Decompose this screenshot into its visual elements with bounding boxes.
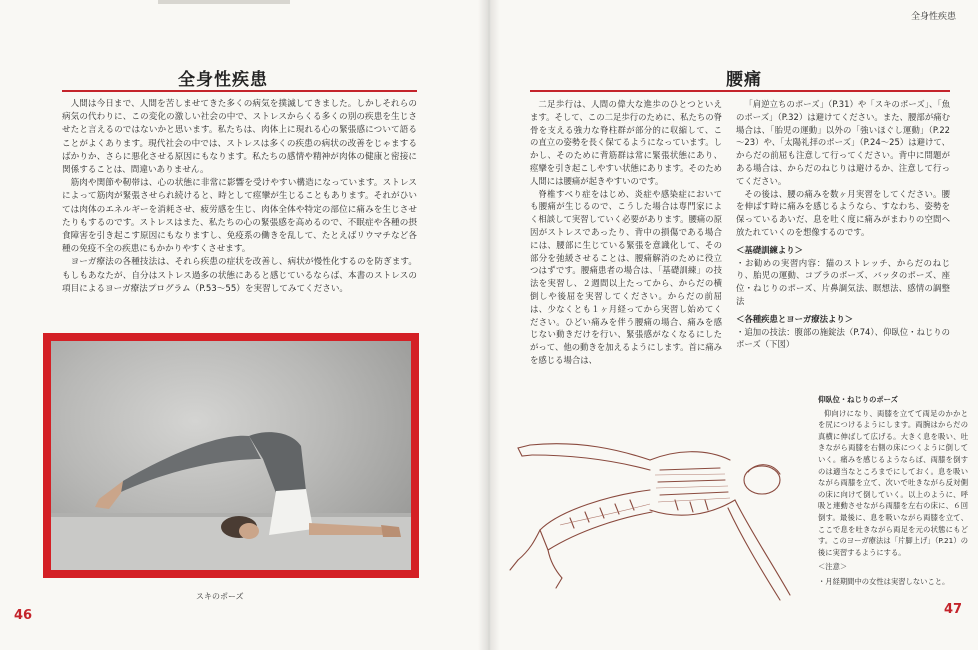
running-head: 全身性疾患 [910, 12, 956, 22]
left-paragraph-1: 人間は今日まで、人間を苦しませてきた多くの病気を撲滅してきました。しかしそれらの病気の代わりに、この変化の激しい社会の中で、ストレスからくる多くの別の疾患を生じさせたと言えるのではないかと思います。私たちは、肉体上に現れる心の緊張感について語ることがよくあります。現代社会の中では、ストレスは多くの疾患の病状の改善をじゃまするばかりか、さらに悪化させる原因にもなります。私たちの感情や精神が肉体の健康と密接に関係することは、間違いありません。 [62, 99, 417, 176]
right-col1-paragraph-1: 二足歩行は、人間の偉大な進歩のひとつといえます。そして、この二足歩行のために、私たちの脊骨を支える強力な脊柱群が部分的に収縮して、この直立の姿勢を長く保てるようになっています。しかし、そのために背筋群は常に緊張状態にあり、痙攣を引き起こしやすい状態にあります。そのため人間には腰痛が起きやすいのです。 [530, 99, 722, 186]
basic-training-heading: ＜基礎訓練より＞ [736, 244, 803, 255]
photo-frame [43, 333, 419, 578]
right-page-number: 47 [944, 602, 963, 617]
right-col2-paragraph-1: 「肩逆立ちのポーズ」（P.31）や「スキのポーズ」、「魚のポーズ」（P.32）は避けてください。また、腰部が痛む場合は、「胎児の運動」以外の「強いほぐし運動」（P.22～23）や、「太陽礼拝のポーズ」（P.24～25）は避けて、からだの前屈も注意して行ってください。背中に問題がある場合は、からだのねじりは避けるか、注意して行ってください。 [736, 99, 950, 186]
top-strip [158, 0, 290, 4]
sidebar-text: 仰向けになり、両膝を立てて両足のかかとを尻につけるようにします。両腕はからだの真横に伸ばして広げる。大きく息を吸い、吐きながら両膝を右側の床につくように倒していく。痛みを感じるようならば、両膝を倒すのは適当なところまでにしておく。息を吸いながら両膝を立て、次いで吐きながら反対側の床に向けて倒していく。以上のように、呼吸と連動させながら両膝を左右の床に、６回倒す。最後に、息を吸いながら両膝を立て、ここで息を吐きながら両足を元の状態にもどす。このヨーガ療法は「片脚上げ」（P.21）の後に実習するようにする。 [818, 408, 968, 557]
left-paragraph-2: 筋肉や関節や靭帯は、心の状態に非常に影響を受けやすい構造になっています。ストレスによって筋肉が緊張させられ続けると、時として痙攣が生じることもあります。それがひいては肉体のエネルギーを消耗させ、疲労感を生じ、肉体全体や特定の部位に痛みを生じさせたりもするのです。ストレスはまた、私たちの心の緊張感を高めるので、不眠症や各種の摂食障害を引き起こす原因にもなりますし、免疫系の働きを乱して、たとえばリウマチなど各種の免疫不全の疾患にもかかりやすくさせます。 [62, 178, 417, 255]
basic-training-text: ・お勧めの実習内容：猫のストレッチ、からだのねじり、胎児の運動、コブラのポーズ、バッタのポーズ、座位・ねじりのポーズ、片鼻調気法、瞑想法、感情の調整法 [736, 257, 950, 306]
left-page-number: 46 [14, 608, 33, 623]
right-page-title: 腰痛 [726, 70, 762, 90]
right-column-1 [530, 98, 722, 367]
sidebar-title: 仰臥位・ねじりのポーズ [818, 395, 898, 404]
left-title-rule [62, 90, 417, 92]
disease-yoga-heading: ＜各種疾患とヨーガ療法より＞ [736, 313, 854, 324]
right-col1-paragraph-2: 脊椎すべり症をはじめ、炎症や感染症においても腰痛が生じるので、こうした場合は専門家によく相談して実習していく必要があります。腰痛の原因がストレスであったり、背中の損傷である場合には、腰部に生じている緊張を意識化して、その部分を弛緩させることは、腰痛解消のために役立つはずです。腰痛患者の場合は、「基礎訓練」の技法を実習し、２週間以上たってから、からだの横倒しや後屈を実習してください。からだの前屈は、少なくとも１ヶ月経ってから実習し始めてください。ひどい痛みを伴う腰痛の場合、痛みを感じない動きだけを行い、緊張感がなくなるにしたがって、他の動きを加えるようにします。首に痛みを感じる場合は、 [530, 188, 722, 365]
note-text: ・月経期間中の女性は実習しないこと。 [818, 576, 950, 586]
left-paragraph-3: ヨーガ療法の各種技法は、それら疾患の症状を改善し、病状が慢性化するのを防ぎます。もしもあなたが、自分はストレス過多の状態にあると感じているならば、本書のストレスの項目によるヨーガ療法プログラム（P.53～55）を実習してみてください。 [62, 257, 417, 294]
supine-twist-sketch [500, 400, 818, 610]
right-title-rule [530, 90, 950, 92]
left-page [0, 0, 488, 650]
left-page-title: 全身性疾患 [178, 70, 268, 90]
book-gutter [478, 0, 500, 650]
plough-pose-figure [51, 341, 411, 570]
right-column-2 [736, 98, 950, 351]
left-body-text [62, 98, 417, 296]
plough-pose-photo [51, 341, 411, 570]
note-heading: ＜注意＞ [818, 562, 848, 572]
disease-yoga-text: ・追加の技法：腹部の施錠法（P.74）、仰臥位・ねじりのポーズ（下図） [736, 326, 950, 350]
pose-instructions-sidebar [818, 394, 968, 588]
photo-caption: スキのポーズ [196, 592, 244, 601]
right-col2-paragraph-2: その後は、腰の痛みを数ヶ月実習をしてください。腰を伸ばす時に痛みを感じるようなら、すなわち、姿勢を保っているあいだ、息を吐く度に痛みがまわりの空間へ放たれていくのを想像するのです。 [736, 188, 950, 237]
